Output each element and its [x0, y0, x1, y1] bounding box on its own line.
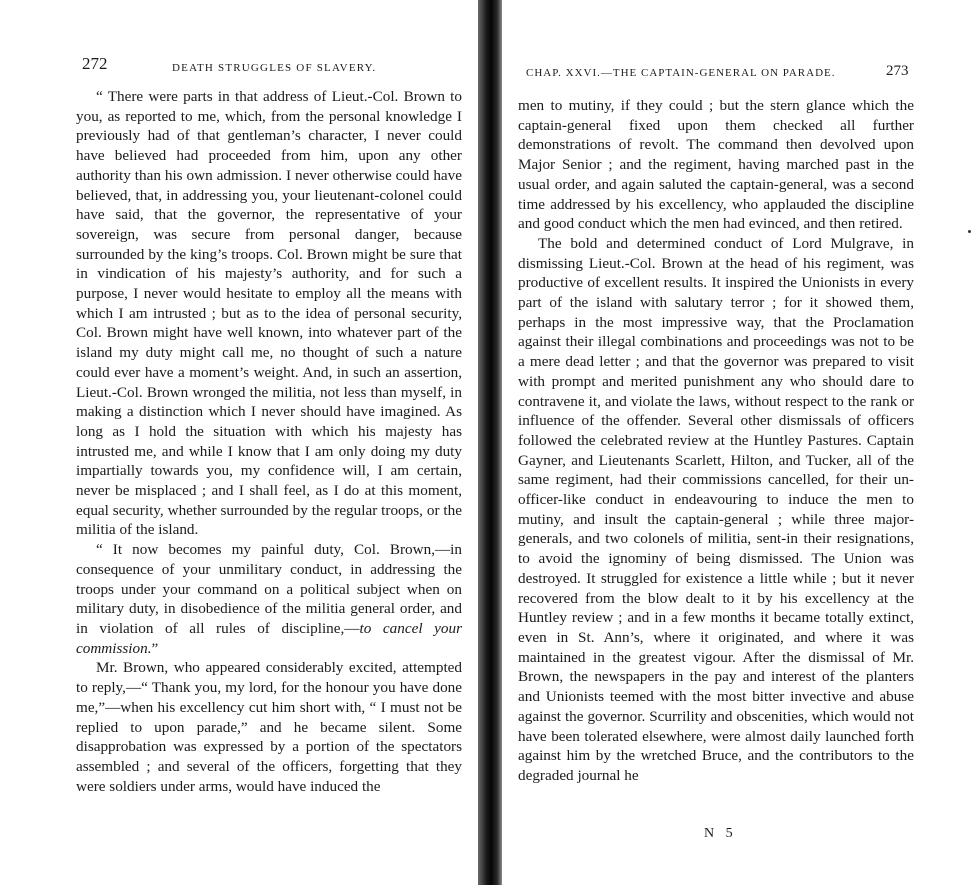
signature-mark: N 5: [704, 826, 737, 841]
body-text: [76, 87, 462, 796]
body-text: [518, 96, 914, 786]
page-number: 272: [82, 54, 108, 73]
left-page: [0, 0, 478, 885]
page-number: 273: [886, 63, 909, 79]
running-head: CHAP. XXVI.—THE CAPTAIN-GENERAL ON PARADE.: [526, 67, 836, 79]
paragraph: “ There were parts in that address of Lieut.-Col. Brown to you, as reported to me, which, from the personal knowledge I previously had of that gentleman’s character, I never could have believed had proceeded from him, upon any other authority than his own admission. I never otherwise could have believed, that, in addressing you, your lieutenant-colonel could have said, that the governor, the representative of your sovereign, was secure from personal danger, because surrounded by the king’s troops. Col. Brown might be sure that in vindication of his majesty’s authority, and for such a purpose, I never would hesitate to employ all the means with which I am intrusted ; but as to the idea of personal security, Col. Brown might have well known, into whatever part of the island my duty might call me, no thought of such a nature could ever have a moment’s weight. And, in such an assertion, Lieut.-Col. Brown wronged the militia, not less than myself, in making a distinction which I never should have imagined. As long as I hold the situation with which his majesty has intrusted me, and while I know that I am only doing my duty impartially towards you, my confidence will, I am certain, never be misplaced ; and I shall feel, as I do at this moment, equal security, whether surrounded by the regular troops, or the militia of the island.: [76, 88, 462, 539]
book-gutter: [478, 0, 502, 885]
paragraph: Mr. Brown, who appeared considerably excited, attempted to reply,—“ Thank you, my lord, for the honour you have done me,”—when his excellency cut him short with, “ I must not be replied to upon parade,” and he became silent. Some disapprobation was expressed by a portion of the spectators assembled ; and several of the officers, forgetting that they were soldiers under arms, would have induced the: [76, 659, 462, 795]
right-page: [502, 0, 980, 885]
paragraph: men to mutiny, if they could ; but the stern glance which the captain-general fixed upon them checked all further demonstrations of revolt. The command then devolved upon Major Senior ; and the regiment, having marched past in the usual order, and again saluted the captain-general, was a second time addressed by his excellency, who applauded the discipline and good conduct which the men had evinced, and then retired.: [518, 97, 914, 233]
italic-phrase: to cancel your commission.: [76, 619, 462, 657]
running-head: DEATH STRUGGLES OF SLAVERY.: [172, 62, 377, 74]
paragraph: “ It now becomes my painful duty, Col. Brown,—in consequence of your unmilitary conduct, in addressing the troops under your command on a political subject when on military duty, in disobedience of the militia general order, and in violation of all rules of discipline,—to cancel your commission.”: [76, 541, 462, 657]
ink-speck: [968, 230, 971, 233]
paragraph: The bold and determined conduct of Lord Mulgrave, in dismissing Lieut.-Col. Brown at the head of his regiment, was productive of excellent results. It inspired the Unionists in every part of the island with salutary terror ; for it showed them, perhaps in the most impressive way, that the Proclamation against their illegal combinations and proceedings was not to be a mere dead letter ; and that the governor was prepared to visit with prompt and merited punishment any who should dare to contravene it, and violate the laws, without respect to the rank or influence of the offender. Several other dismissals of officers followed the celebrated review at the Huntley Pastures. Captain Gayner, and Lieutenants Scarlett, Hilton, and Tucker, all of the same regiment, had their commissions cancelled, for their un-officer-like conduct in endeavouring to induce the men to mutiny, and insult the captain-general ; while three major-generals, and two colonels of militia, sent-in their resignations, to avoid the ignominy of being dismissed. The Union was destroyed. It struggled for existence a little while ; but it never recovered from the blow dealt to it by his excellency at the Huntley review ; and in a few months it became totally extinct, even in St. Ann’s, where it originated, and where it was maintained in the greatest vigour. After the dismissal of Mr. Brown, the newspapers in the pay and interest of the planters and Unionists teemed with the most bitter invective and abuse against the governor. Scurrility and obscenities, which would not have been tolerated elsewhere, were almost daily launched forth against him by the wretched Bruce, and the contributors to the degraded journal he: [518, 234, 914, 784]
